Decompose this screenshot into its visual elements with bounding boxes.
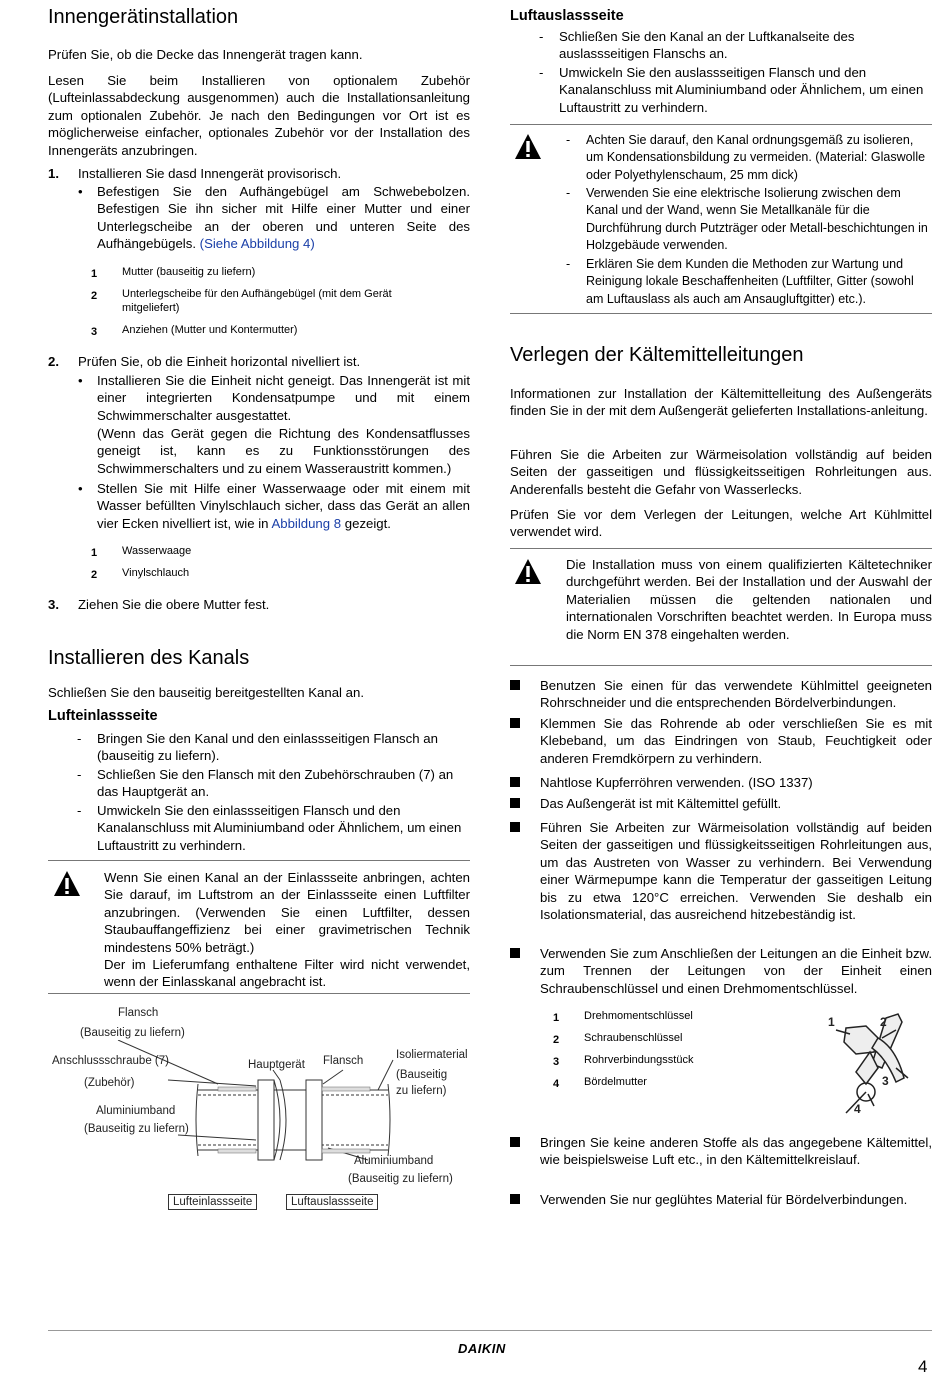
list-item: Klemmen Sie das Rohrende ab oder verschließen Sie es mit Klebeband, um das Eindringen von Staub, Feuchtigkeit oder anderen Fremdkörpern zu verhindern. [540, 716, 932, 766]
warning-item: Erklären Sie dem Kunden die Methoden zur Wartung und Reinigung lokale Beschaffenheiten (Luftfilter, Gitter (sowohl am Luftauslass als auch am Ansaugluftgitter) etc.). [586, 257, 914, 306]
dash-icon: - [77, 767, 82, 782]
list-item: Schließen Sie den Kanal an der Luftkanalseite des auslassseitigen Flanschs an. [559, 29, 855, 62]
warning-icon [514, 133, 542, 161]
step-number: 3. [48, 597, 59, 612]
step-text: Prüfen Sie, ob die Einheit horizontal nivelliert ist. [78, 354, 361, 369]
section-title-innengeraet: Innengerätinstallation [48, 6, 239, 28]
legend-number: 1 [91, 547, 98, 559]
divider [510, 548, 932, 549]
square-bullet-icon [510, 948, 520, 958]
diagram-label: (Zubehör) [84, 1077, 135, 1089]
bullet-icon: • [78, 373, 83, 388]
square-bullet-icon [510, 1194, 520, 1204]
warning-text: Der im Lieferumfang enthaltene Filter wird nicht verwendet, wenn der Einlasskanal angebracht ist. [104, 957, 470, 990]
step-text: Ziehen Sie die obere Mutter fest. [78, 597, 270, 612]
diagram-label: (Bauseitig zu liefern) [348, 1173, 453, 1185]
diagram-box-label: Lufteinlassseite [168, 1194, 257, 1210]
diagram-box-label: Luftauslassseite [286, 1194, 378, 1210]
figure-label: 3 [882, 1074, 889, 1088]
dash-icon: - [539, 29, 544, 44]
square-bullet-icon [510, 798, 520, 808]
list-item: Benutzen Sie einen für das verwendete Kühlmittel geeigneten Rohrschneider und die entsprechenden Bördelverbindungen. [540, 678, 932, 711]
divider [48, 860, 470, 861]
figure-label: 4 [854, 1102, 861, 1116]
square-bullet-icon [510, 777, 520, 787]
legend-text: Rohrverbindungsstück [584, 1054, 694, 1066]
legend-number: 1 [553, 1012, 560, 1024]
divider [510, 313, 932, 314]
diagram-label: (Bauseitig zu liefern) [80, 1027, 185, 1039]
legend-number: 2 [91, 290, 98, 302]
bullet-text: Befestigen Sie den Aufhängebügel am Schwebebolzen. Befestigen Sie ihn sicher mit Hilfe einer Mutter und einer Unterlegscheibe an der oberen und unteren Seite des Aufhängebügels. (Siehe Abbildung 4) [97, 184, 470, 252]
step-text: Installieren Sie dasd Innengerät provisorisch. [78, 166, 342, 181]
warning-text: Wenn Sie einen Kanal an der Einlassseite anbringen, achten Sie darauf, im Luftstrom an der Einlassseite einen Luftfilter anzubringen. (Verwenden Sie einen Luftfilter, dessen Staubauffangeffizienz bei einer gravimetrischen Technik mindestens 50% beträgt.) [104, 870, 470, 955]
square-bullet-icon [510, 680, 520, 690]
list-item: Verwenden Sie zum Anschließen der Leitungen an die Einheit bzw. zum Trennen der Leitungen von der Einheit einen Schraubenschlüssel und einen Drehmomentschlüssel. [540, 946, 932, 996]
list-item: Nahtlose Kupferröhren verwenden. (ISO 1337) [540, 775, 813, 790]
diagram-label: (Bauseitig zu liefern) [84, 1123, 189, 1135]
warning-item: Verwenden Sie eine elektrische Isolierung zwischen dem Kanal und der Wand, wenn Sie Metallkanäle für die Durchführung durch Putzträger oder Metall-beschichtungen in Holzgebäude verwenden. [586, 186, 928, 253]
square-bullet-icon [510, 1137, 520, 1147]
warning-icon [53, 870, 81, 898]
wrench-figure [826, 1008, 926, 1118]
subheading-inlet: Lufteinlassseite [48, 708, 158, 724]
dash-icon: - [566, 133, 571, 147]
step-number: 1. [48, 166, 59, 181]
list-item: Umwickeln Sie den einlassseitigen Flansch und den Kanalanschluss mit Aluminiumband oder Ähnlichem, um einen Luftaustritt zu verhindern. [97, 803, 462, 853]
legend-text: Drehmomentschlüssel [584, 1010, 693, 1022]
legend-text: Mutter (bauseitig zu liefern) [122, 266, 256, 278]
list-item: Führen Sie Arbeiten zur Wärmeisolation vollständig auf beiden Seiten der gasseitigen und flüssigkeitsseitigen Rohrleitungen aus, um das Austreten von Wasser zu verhindern. Bei Verwendung einer Wärmepumpe kann die Temperatur der gasseitigen Leitung bis zu etwa 120°C erreichen. Verwenden Sie deshalb ein Isolationsmaterial, das ausreichend hitzebeständig ist. [540, 820, 932, 923]
section-title-kaeltemittel: Verlegen der Kältemittelleitungen [510, 344, 804, 366]
square-bullet-icon [510, 822, 520, 832]
footer-divider [48, 1330, 932, 1331]
divider [48, 993, 470, 994]
legend-number: 2 [553, 1034, 560, 1046]
legend-number: 1 [91, 268, 98, 280]
figure-link[interactable]: (Siehe Abbildung 4) [199, 236, 315, 252]
dash-icon: - [77, 803, 82, 818]
legend-text: Bördelmutter [584, 1076, 647, 1088]
list-item: Schließen Sie den Flansch mit den Zubehörschrauben (7) an das Hauptgerät an. [97, 767, 454, 800]
paragraph: Informationen zur Installation der Kältemittelleitung des Außengeräts finden Sie in der mit dem Außengerät gelieferten Installations-anleitung. [510, 386, 932, 419]
diagram-label: Aluminiumband [96, 1105, 176, 1117]
legend-text: Wasserwaage [122, 545, 192, 557]
legend-number: 3 [553, 1056, 560, 1068]
brand-logo: DAIKIN [458, 1341, 506, 1356]
diagram-label: zu liefern) [396, 1085, 447, 1097]
bullet-text: (Wenn das Gerät gegen die Richtung des Kondensatflusses geneigt ist, kann es zu Funktionsstörungen des Schwimmerschalters und zu einem Wasseraustritt kommen.) [97, 426, 470, 476]
warning-text: Die Installation muss von einem qualifizierten Kältetechniker durchgeführt werden. Bei der Installation und der Auswahl der Materialien müssen die geltenden nationalen und internationalen Vorschriften beachtet werden. In Europa muss die Norm EN 378 eingehalten werden. [566, 557, 932, 642]
square-bullet-icon [510, 718, 520, 728]
paragraph: Prüfen Sie, ob die Decke das Innengerät tragen kann. [48, 47, 363, 62]
list-item: Das Außengerät ist mit Kältemittel gefüllt. [540, 796, 782, 811]
bullet-text: Installieren Sie die Einheit nicht geneigt. Das Innengerät ist mit einer integrierten Kondensatpumpe und mit einem Schwimmerschalter ausgestattet. [97, 373, 470, 423]
diagram-label: Aluminiumband [354, 1155, 434, 1167]
list-item: Bringen Sie keine anderen Stoffe als das angegebene Kältemittel, wie beispielsweise Luft etc., in den Kältemittelkreislauf. [540, 1135, 932, 1168]
diagram-label: Hauptgerät [248, 1059, 305, 1071]
legend-number: 3 [91, 326, 98, 338]
paragraph: Prüfen Sie vor dem Verlegen der Leitungen, welche Art Kühlmittel verwendet wird. [510, 507, 932, 540]
legend-number: 4 [553, 1078, 560, 1090]
dash-icon: - [566, 257, 571, 271]
figure-label: 2 [880, 1015, 887, 1029]
diagram-label: Isoliermaterial [396, 1049, 468, 1061]
list-item: Umwickeln Sie den auslassseitigen Flansch und den Kanalanschluss mit Aluminiumband oder Ähnlichem, um einen Luftaustritt zu verhindern. [559, 65, 924, 115]
section-title-kanal: Installieren des Kanals [48, 647, 250, 669]
bullet-icon: • [78, 481, 83, 496]
paragraph: Führen Sie die Arbeiten zur Wärmeisolation vollständig auf beiden Seiten der gasseitigen und flüssigkeitsseitigen Rohrleitungen aus. Anderenfalls besteht die Gefahr von Wasserlecks. [510, 447, 932, 497]
list-item: Bringen Sie den Kanal und den einlassseitigen Flansch an (bauseitig zu liefern). [97, 731, 438, 764]
warning-item: Achten Sie darauf, den Kanal ordnungsgemäß zu isolieren, um Kondensationsbildung zu vermeiden. (Material: Glaswolle oder Polyethylenschaum, 25 mm dick) [586, 133, 926, 182]
dash-icon: - [566, 186, 571, 200]
legend-text: Vinylschlauch [122, 567, 190, 579]
bullet-text: Stellen Sie mit Hilfe einer Wasserwaage oder mit einem mit Wasser befüllten Vinylschlauch sicher, dass das Gerät an allen vier Ecken nivelliert ist, wie in Abbildung 8 gezeigt. [97, 481, 470, 531]
dash-icon: - [539, 65, 544, 80]
bullet-icon: • [78, 184, 83, 199]
paragraph: Lesen Sie beim Installieren von optionalem Zubehör (Lufteinlassabdeckung ausgenommen) auch die Installationsanleitung zum optionalen Zubehör. Je nach den Bedingungen vor Ort ist es möglicherweise einfacher, optionales Zubehör vor der Installation des Innengeräts anzubringen. [48, 73, 470, 158]
diagram-label: (Bauseitig [396, 1069, 448, 1081]
diagram-label: Anschlussschraube (7) [52, 1055, 169, 1067]
figure-label: 1 [828, 1015, 835, 1029]
legend-text: Schraubenschlüssel [584, 1032, 683, 1044]
subheading-outlet: Luftauslassseite [510, 8, 624, 24]
legend-text: Unterlegscheibe für den Aufhängebügel (mit dem Gerät mitgeliefert) [122, 288, 392, 314]
diagram-label: Flansch [323, 1055, 364, 1067]
legend-number: 2 [91, 569, 98, 581]
divider [510, 665, 932, 666]
dash-icon: - [77, 731, 82, 746]
legend-text: Anziehen (Mutter und Kontermutter) [122, 324, 298, 336]
divider [510, 124, 932, 125]
page-number: 4 [918, 1357, 928, 1376]
step-number: 2. [48, 354, 59, 369]
figure-link[interactable]: Abbildung 8 [271, 515, 342, 531]
list-item: Verwenden Sie nur geglühtes Material für Bördelverbindungen. [540, 1192, 908, 1207]
paragraph: Schließen Sie den bauseitig bereitgestellten Kanal an. [48, 685, 364, 700]
diagram-label: Flansch [118, 1007, 159, 1019]
warning-icon [514, 558, 542, 586]
